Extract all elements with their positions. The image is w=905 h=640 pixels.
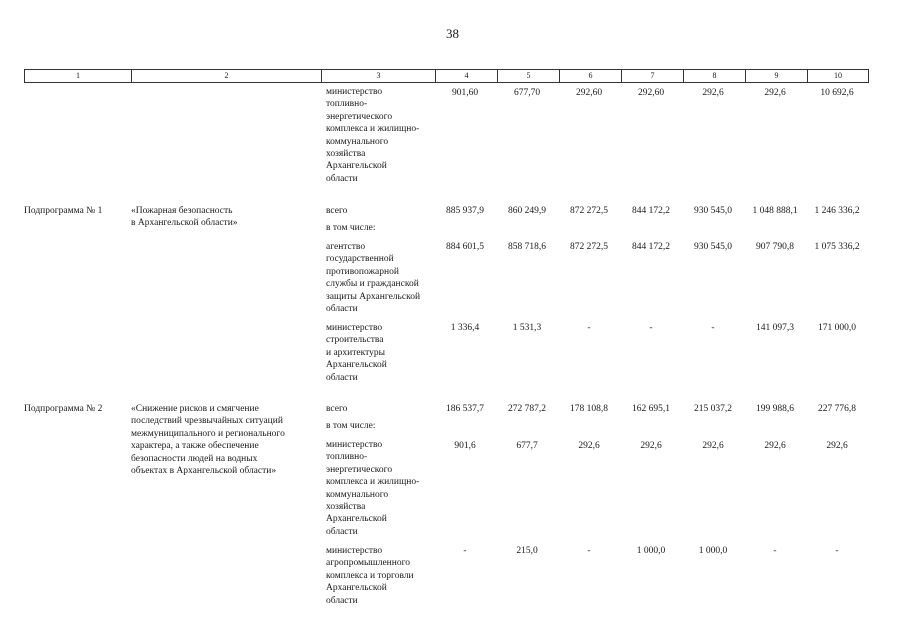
value-cell: 1 075 336,2	[814, 242, 860, 252]
subprogram-title: «Пожарная безопасность в Архангельской области»	[131, 206, 238, 229]
column-header-2: 2	[131, 70, 321, 82]
column-header-3: 3	[321, 70, 435, 82]
value-cell: 272 787,2	[508, 404, 546, 414]
agency-name: министерство агропромышленного комплекса и торговли Архангельской области	[326, 546, 414, 606]
column-header-9: 9	[745, 70, 807, 82]
value-cell: 215,0	[516, 546, 538, 556]
subprogram-code: Подпрограмма № 1	[24, 206, 103, 216]
value-cell: 930 545,0	[694, 242, 732, 252]
value-cell: 885 937,9	[446, 206, 484, 216]
agency-name: всего	[326, 404, 348, 414]
value-cell: -	[587, 546, 591, 556]
value-cell: 901,60	[451, 88, 479, 98]
value-cell: 227 776,8	[818, 404, 856, 414]
value-cell: 844 172,2	[632, 242, 670, 252]
value-cell: 884 601,5	[446, 242, 484, 252]
in-total-label: в том числе:	[326, 223, 376, 233]
value-cell: 292,6	[702, 88, 724, 98]
page-number: 38	[446, 26, 459, 41]
value-cell: 292,60	[575, 88, 603, 98]
value-cell: 292,6	[640, 441, 662, 451]
agency-name: министерство топливно- энергетического комплекса и жилищно- коммунального хозяйства Архангельской области	[326, 440, 420, 537]
column-header-row	[24, 69, 869, 83]
value-cell: 1 000,0	[636, 546, 666, 556]
value-cell: 292,6	[702, 441, 724, 451]
value-cell: 677,7	[516, 441, 538, 451]
column-header-7: 7	[621, 70, 683, 82]
value-cell: 292,6	[826, 441, 848, 451]
value-cell: 292,6	[764, 88, 786, 98]
value-cell: 860 249,9	[508, 206, 546, 216]
value-cell: 677,70	[513, 88, 541, 98]
value-cell: 186 537,7	[446, 404, 484, 414]
subprogram-title: «Снижение рисков и смягчение последствий чрезвычайных ситуаций межмуниципального и регионального характера, а также обеспечение безопасности людей на водных объектах в Архангельской области»	[131, 404, 285, 477]
column-header-5: 5	[497, 70, 559, 82]
value-cell: 858 718,6	[508, 242, 546, 252]
agency-name: агентство государственной противопожарной службы и гражданской защиты Архангельской области	[326, 242, 421, 315]
column-header-1: 1	[76, 71, 80, 80]
value-cell: 1 336,4	[450, 323, 480, 333]
agency-name: министерство строительства и архитектуры Архангельской области	[326, 323, 387, 383]
column-header-10: 10	[807, 70, 868, 82]
value-cell: -	[587, 323, 591, 333]
value-cell: 199 988,6	[756, 404, 794, 414]
value-cell: 162 695,1	[632, 404, 670, 414]
value-cell: 215 037,2	[694, 404, 732, 414]
column-header-6: 6	[559, 70, 621, 82]
column-header-4: 4	[435, 70, 497, 82]
column-header-8: 8	[683, 70, 745, 82]
value-cell: 1 531,3	[512, 323, 542, 333]
value-cell: 10 692,6	[820, 88, 854, 98]
value-cell: 292,6	[764, 441, 786, 451]
value-cell: 292,6	[578, 441, 600, 451]
value-cell: -	[711, 323, 715, 333]
value-cell: 872 272,5	[570, 242, 608, 252]
subprogram-code: Подпрограмма № 2	[24, 404, 103, 414]
value-cell: 292,60	[637, 88, 665, 98]
agency-name: министерство топливно- энергетического комплекса и жилищно- коммунального хозяйства Архангельской области	[326, 87, 420, 184]
value-cell: 930 545,0	[694, 206, 732, 216]
value-cell: 171 000,0	[818, 323, 856, 333]
in-total-label: в том числе:	[326, 421, 376, 431]
value-cell: 1 048 888,1	[752, 206, 798, 216]
value-cell: 844 172,2	[632, 206, 670, 216]
value-cell: 1 000,0	[698, 546, 728, 556]
value-cell: 872 272,5	[570, 206, 608, 216]
value-cell: -	[773, 546, 777, 556]
value-cell: -	[835, 546, 839, 556]
value-cell: 141 097,3	[756, 323, 794, 333]
value-cell: 901,6	[454, 441, 476, 451]
agency-name: всего	[326, 206, 348, 216]
value-cell: 178 108,8	[570, 404, 608, 414]
value-cell: 1 246 336,2	[814, 206, 860, 216]
value-cell: -	[649, 323, 653, 333]
value-cell: 907 790,8	[756, 242, 794, 252]
value-cell: -	[463, 546, 467, 556]
